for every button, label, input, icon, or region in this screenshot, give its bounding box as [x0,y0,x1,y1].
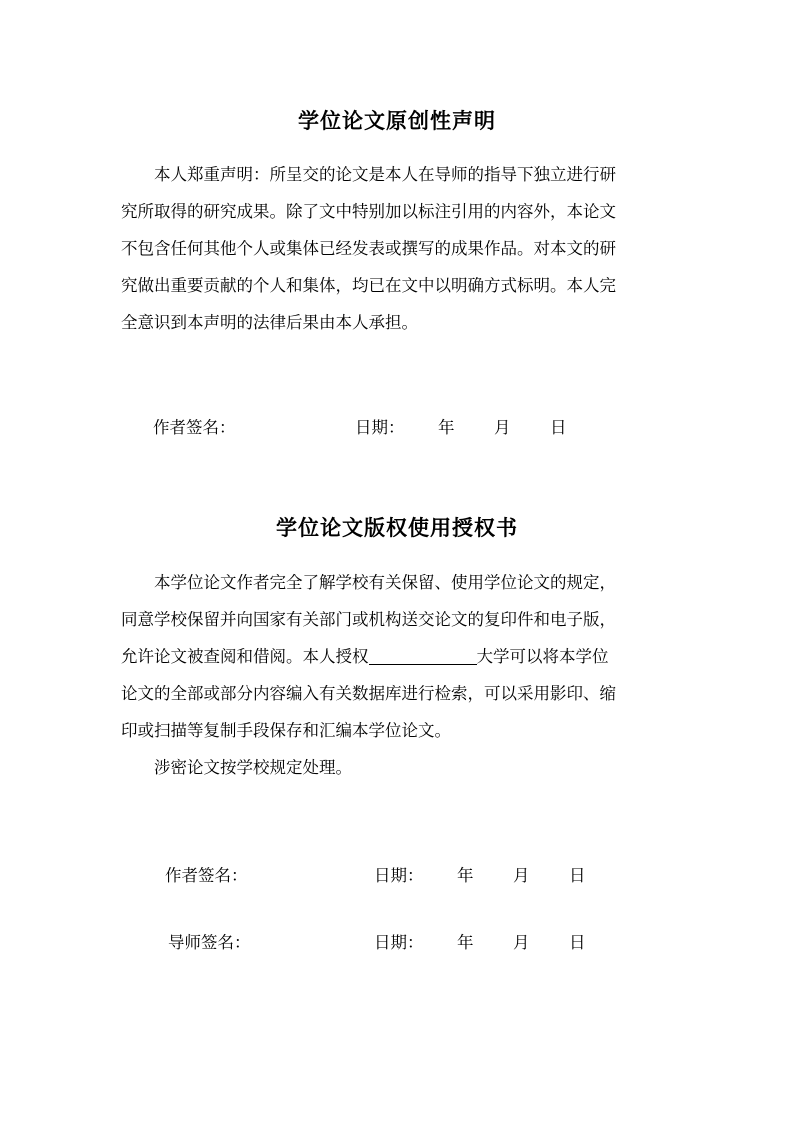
declaration-line-5: 全意识到本声明的法律后果由本人承担。 [121,313,418,332]
advisor-date-label: 日期： [374,933,424,952]
authorization-author-day-label: 日 [569,866,586,885]
declaration-title: 学位论文原创性声明 [298,108,496,133]
declaration-line-3: 不包含任何其他个人或集体已经发表或撰写的成果作品。对本文的研 [121,239,616,258]
authorization-line-2: 同意学校保留并向国家有关部门或机构送交论文的复印件和电子版， [121,610,616,629]
declaration-line-1: 本人郑重声明：所呈交的论文是本人在导师的指导下独立进行研 [154,165,616,184]
authorization-author-date-label: 日期： [374,866,424,885]
declaration-line-2: 究所取得的研究成果。除了文中特别加以标注引用的内容外，本论文 [121,202,616,221]
authorization-body [121,564,674,786]
declaration-year-label: 年 [438,418,455,437]
declaration-line-4: 究做出重要贡献的个人和集体，均已在文中以明确方式标明。本人完 [121,276,616,295]
declaration-author-signature-label: 作者签名： [153,418,236,437]
authorization-line-3-end: 大学可以将本学位 [476,647,609,666]
authorization-line-3-start: 允许论文被查阅和借阅。本人授权 [121,647,369,666]
authorization-author-signature-label: 作者签名： [165,866,248,885]
authorization-line-4: 论文的全部或部分内容编入有关数据库进行检索，可以采用影印、缩 [121,684,616,703]
classified-thesis-line: 涉密论文按学校规定处理。 [154,758,352,777]
authorization-line-1: 本学位论文作者完全了解学校有关保留、使用学位论文的规定， [154,573,616,592]
declaration-body [121,156,674,341]
authorization-line-3 [121,638,674,675]
advisor-day-label: 日 [569,933,586,952]
authorization-author-year-label: 年 [457,866,474,885]
declaration-day-label: 日 [550,418,567,437]
authorization-author-month-label: 月 [513,866,530,885]
authorization-title: 学位论文版权使用授权书 [276,515,518,540]
advisor-signature-label: 导师签名： [168,933,251,952]
declaration-month-label: 月 [494,418,511,437]
declaration-date-label: 日期： [355,418,405,437]
university-name-blank[interactable] [369,646,477,665]
advisor-year-label: 年 [457,933,474,952]
authorization-line-5: 印或扫描等复制手段保存和汇编本学位论文。 [121,721,451,740]
advisor-month-label: 月 [513,933,530,952]
